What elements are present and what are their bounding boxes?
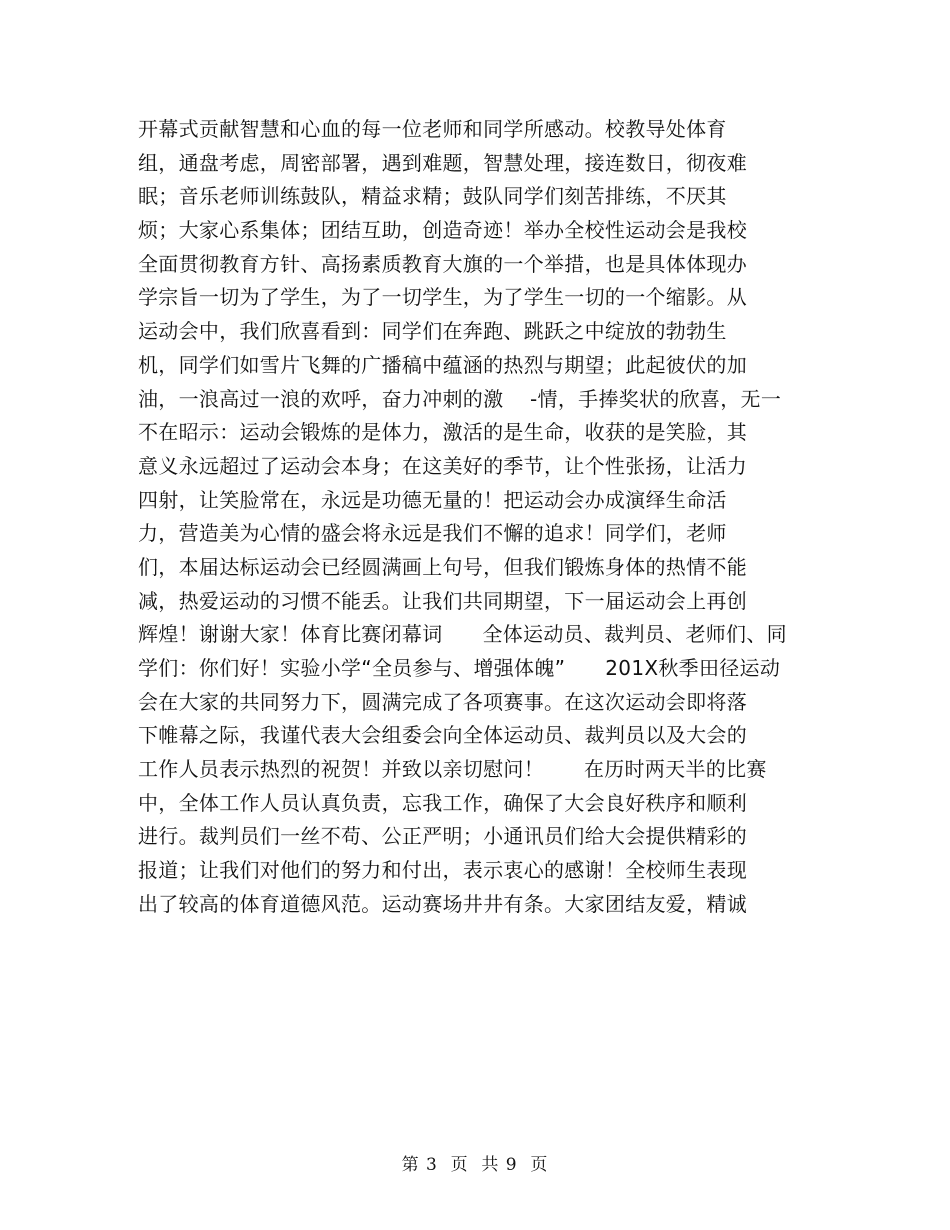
text-line-4: 烦；大家心系集体；团结互助，创造奇迹！举办全校性运动会是我校 [138, 218, 747, 243]
text-line-5: 全面贯彻教育方针、高扬素质教育大旗的一个举措，也是具体体现办 [138, 251, 747, 276]
text-line-15: 减，热爱运动的习惯不能丢。让我们共同期望，下一届运动会上再创 [138, 588, 747, 613]
text-line-7: 运动会中，我们欣喜看到：同学们在奔跑、跳跃之中绽放的勃勃生 [138, 319, 727, 344]
text-line-21: 中，全体工作人员认真负责，忘我工作，确保了大会良好秩序和顺利 [138, 790, 747, 815]
text-line-13: 力，营造美为心情的盛会将永远是我们不懈的追求！同学们，老师 [138, 521, 727, 546]
text-line-10: 不在昭示：运动会锻炼的是体力，激活的是生命，收获的是笑脸，其 [138, 420, 747, 445]
body-text [138, 113, 818, 922]
text-line-20: 工作人员表示热烈的祝贺！并致以亲切慰问！ 在历时两天半的比赛 [138, 757, 767, 782]
text-line-19: 下帷幕之际，我谨代表大会组委会向全体运动员、裁判员以及大会的 [138, 723, 747, 748]
text-line-22: 进行。裁判员们一丝不苟、公正严明；小通讯员们给大会提供精彩的 [138, 824, 747, 849]
text-line-9: 油，一浪高过一浪的欢呼，奋力冲刺的激 -情，手捧奖状的欣喜，无一 [138, 386, 782, 411]
text-line-17: 学们：你们好！实验小学“全员参与、增强体魄” 201X秋季田径运动 [138, 656, 781, 680]
text-line-8: 机，同学们如雪片飞舞的广播稿中蕴涵的热烈与期望；此起彼伏的加 [138, 352, 747, 377]
text-line-2: 组，通盘考虑，周密部署，遇到难题，智慧处理，接连数日，彻夜难 [138, 150, 747, 175]
text-line-3: 眠；音乐老师训练鼓队，精益求精；鼓队同学们刻苦排练，不厌其 [138, 184, 727, 209]
text-line-18: 会在大家的共同努力下，圆满完成了各项赛事。在这次运动会即将落 [138, 689, 747, 714]
text-line-16: 辉煌！谢谢大家！体育比赛闭幕词 全体运动员、裁判员、老师们、同 [138, 622, 787, 647]
page-number-footer: 第 3 页 共 9 页 [401, 1155, 549, 1175]
text-line-24: 出了较高的体育道德风范。运动赛场井井有条。大家团结友爱，精诚 [138, 891, 747, 916]
text-line-14: 们，本届达标运动会已经圆满画上句号，但我们锻炼身体的热情不能 [138, 554, 747, 579]
text-line-6: 学宗旨一切为了学生，为了一切学生，为了学生一切的一个缩影。从 [138, 285, 747, 310]
text-line-1: 开幕式贡献智慧和心血的每一位老师和同学所感动。校教导处体育 [138, 117, 727, 141]
text-line-23: 报道；让我们对他们的努力和付出，表示衷心的感谢！全校师生表现 [138, 858, 747, 883]
text-line-11: 意义永远超过了运动会本身；在这美好的季节，让个性张扬，让活力 [138, 453, 747, 478]
text-line-12: 四射，让笑脸常在，永远是功德无量的！把运动会办成演绎生命活 [138, 487, 727, 512]
